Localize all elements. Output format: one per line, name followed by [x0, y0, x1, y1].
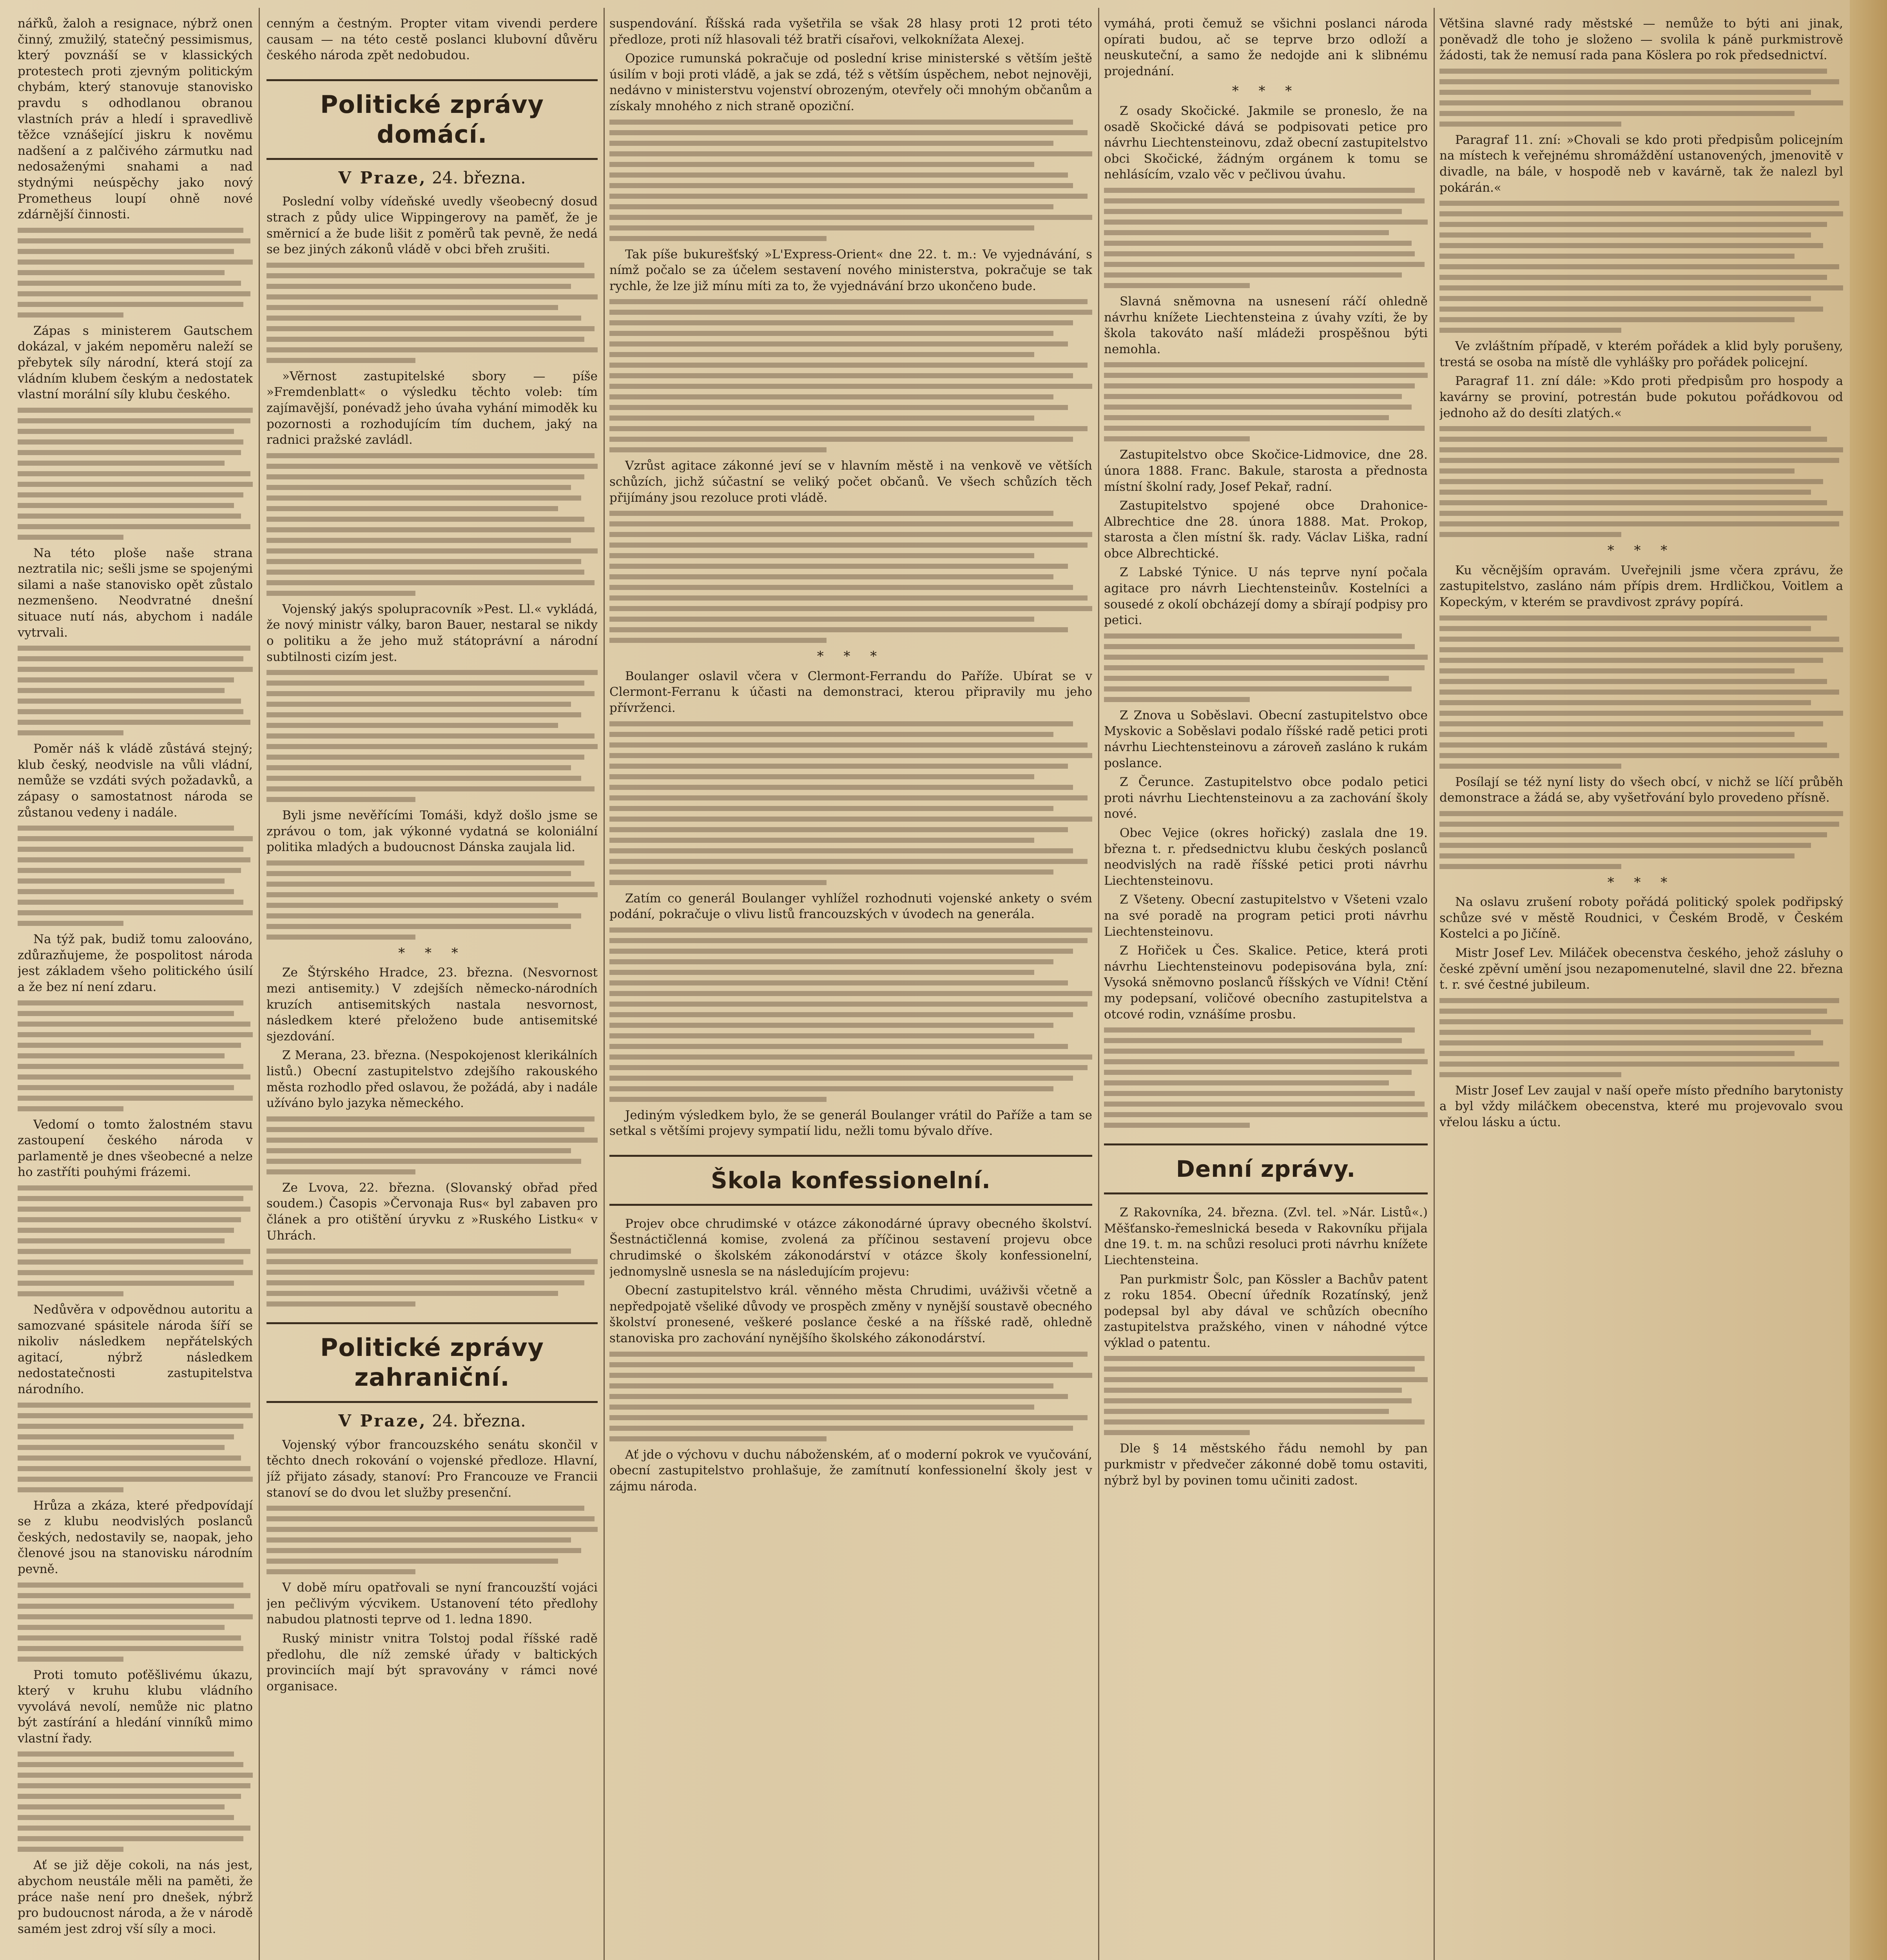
paragraph: Paragraf 11. zní dále: »Kdo proti předpisům pro hospody a kavárny se proviní, potrestán bude pokutou pořádkovou od jednoho až do desíti zlatých.«: [1439, 374, 1843, 420]
text-block: [1104, 362, 1428, 441]
paragraph: Pan purkmistr Šolc, pan Kössler a Bachův patent z roku 1854. Obecní úředník Rozatínský, jenž podepsal byl aby dával ve schůzích obecního zastupitelstva pražského, vinen v náhodné výtce výklad o patentu.: [1104, 1272, 1428, 1350]
separator: * * *: [398, 945, 466, 961]
paragraph: Proti tomuto poťěšlivému úkazu, který v kruhu klubu vládního vyvolává nevolí, nemůže nic platno být zastírání a hledání vinníků mimo vlastní řady.: [18, 1668, 253, 1746]
text-block: [609, 120, 1092, 241]
section-heading-daily: Denní zprávy.: [1104, 1143, 1428, 1194]
text-block: [18, 1583, 253, 1662]
paragraph: Z Všeteny. Obecní zastupitelstvo v Všeteni vzalo na své poradě na program petici proti návrhu Liechtensteinovu.: [1104, 893, 1428, 939]
paragraph: Z Znova u Soběslavi. Obecní zastupitelstvo obce Myskovic a Soběslavi podalo říšské radě petici proti návrhu Liechtensteinovu a zároveň zasláno k rukám poslance.: [1104, 708, 1428, 770]
section-heading-school: Škola konfessionelní.: [609, 1155, 1092, 1206]
paragraph: Byli jsme nevěřícími Tomáši, když došlo jsme se zprávou o tom, jak výkonné vydatná se koloniální politika mladých a budoucnost Dánska zaujala lid.: [266, 808, 598, 855]
paragraph: Ku věcnějším opravám. Uveřejnili jsme včera zprávu, že zastupitelstvo, zasláno nám přípis drem. Hrdličkou, Voitlem a Kopeckým, v kterém se pravdivost zprávy popírá.: [1439, 563, 1843, 609]
text-block: [18, 1000, 253, 1111]
paragraph: Zatím co generál Boulanger vyhlížel rozhodnuti vojenské ankety o svém podání, pokračuje o vlivu listů francouzských v úvodech na generála.: [609, 891, 1092, 922]
paragraph: nářků, žaloh a resignace, nýbrž onen činný, zmužilý, statečný pessimismus, který povznáší se v klassických protestech proti zjevným politickým chybám, který stanovuje stanovisko pravdu s odhodlanou obranou vlastních práv a hledí i spravedlivě těžce vznášející jiskru k nověmu nadšení a z palčivého zármutku nad nedosaženými snahami a nad stydnými neúspěchy jako nový Prometheus loupí ohně nové zdárnější činnosti.: [18, 16, 253, 222]
dateline: V Praze, 24. března.: [338, 1411, 526, 1431]
text-block: [18, 1403, 253, 1492]
paragraph: Ruský ministr vnitra Tolstoj podal říšské radě předlohu, dle níž zemské úřady v baltických provinciích mají být spravovány v rámci nové organisace.: [266, 1631, 598, 1693]
paragraph: Zápas s ministerem Gautschem dokázal, v jakém nepoměru naleží se přebytek síly národní, která stojí za vládním klubem českým a nedostatek vlastní morální síly klubu českého.: [18, 323, 253, 402]
column-rule: [1098, 8, 1099, 1960]
column-4: [1104, 16, 1428, 1960]
text-block: [1104, 188, 1428, 288]
paragraph: Z osady Skočické. Jakmile se proneslo, že na osadě Skočické dává se podpisovati petice pro návrhu Liechtensteinovu, zdaž obecní zastupitelstvo obci Skočické, žádným orgánem k tomu se nehlásícím, vzalo věc v pečlivou úvahu.: [1104, 103, 1428, 182]
text-block: [1104, 1027, 1428, 1128]
page-edge: [1850, 0, 1887, 1960]
separator: * * *: [1607, 543, 1675, 559]
text-block: [609, 511, 1092, 643]
text-block: [18, 646, 253, 735]
paragraph: Z Merana, 23. března. (Nespokojenost klerikálních listů.) Obecní zastupitelstvo zdejšího rakouského města rozhodlo před oslavou, že požádá, aby i nadále užíváno bylo jazyka německého.: [266, 1048, 598, 1111]
paragraph: Projev obce chrudimské v otázce zákonodárné úpravy obecného školství. Šestnáctičlenná komise, zvolená za příčinou sestavení projevu obce chrudimské o školském zákonodárství v otázce školy konfessionelní, jednomyslně usnesla se na následujícím projevu:: [609, 1216, 1092, 1279]
separator: * * *: [1232, 83, 1300, 99]
separator: * * *: [1607, 874, 1675, 890]
text-block: [266, 453, 598, 596]
column-rule: [1434, 8, 1435, 1960]
paragraph: Na této ploše naše strana neztratila nic; sešli jsme se spojenými silami a naše stanovisko opět zůstalo nezmenšeno. Neodvratné dnešní situace nutí nás, abychom i nadále vytrvali.: [18, 546, 253, 640]
paragraph: cenným a čestným. Propter vitam vivendi perdere causam — na této cestě poslanci klubovní důvěru českého národa zpět nedobudou.: [266, 16, 598, 63]
paragraph: Ve zvláštním případě, v kterém pořádek a klid byly porušeny, trestá se osoba na místě dle vyhlášky pro pořádek policejní.: [1439, 339, 1843, 369]
section-heading-domestic: Politické zprávy domácí.: [266, 79, 598, 160]
paragraph: Mistr Josef Lev. Miláček obecenstva českého, jehož zásluhy o české zpěvní umění jsou nezapomenutelné, slavil dne 22. března t. r. své čestné jubileum.: [1439, 946, 1843, 992]
paragraph: V době míru opatřovali se nyní francouzští vojáci jen pečlivým výcvikem. Ustanovení této předlohy nabudou platnosti teprve od 1. ledna 1890.: [266, 1581, 598, 1627]
paragraph: Vojenský výbor francouzského senátu skončil v těchto dnech rokování o vojenské předloze. Hlavní, jíž přijato zásady, stanoví: Pro Francouze ve Francii stanoví se do dvou let služby presenční.: [266, 1437, 598, 1500]
text-block: [266, 1506, 598, 1574]
paragraph: Hrůza a zkáza, které předpovídají se z klubu neodvislých poslanců českých, nedostavily se, naopak, jeho členové jsou na stanovisku národním pevně.: [18, 1498, 253, 1576]
paragraph: Na oslavu zrušení roboty pořádá politický spolek podřipský schůze své v městě Roudnici, v Českém Brodě, v Českém Kostelci a po Jičíně.: [1439, 895, 1843, 941]
paragraph: Obec Vejice (okres hořický) zaslala dne 19. března t. r. předsednictvu klubu českých poslanců neodvislých na radě říšské petici proti návrhu Liechtensteinovu.: [1104, 826, 1428, 888]
text-block: [18, 826, 253, 926]
paragraph: Většina slavné rady městské — nemůže to býti ani jinak, poněvadž dle toho je složeno — svolila k páně purkmistrově žádosti, tak že nemusí rada pana Köslera po rok předsednictví.: [1439, 16, 1843, 63]
paragraph: »Věrnost zastupitelské sbory — píše »Fremdenblatt« o výsledku těchto voleb: tím zajímavější, ponévadž jeho úvaha vyhání mimoděk ku pozornosti a rozhodujícím tím duchem, jaký na radnici pražské zavládl.: [266, 369, 598, 447]
paragraph: Z Čerunce. Zastupitelstvo obce podalo petici proti návrhu Liechtensteinovu a za zachování školy nové.: [1104, 775, 1428, 821]
text-block: [266, 263, 598, 363]
paragraph: Z Labské Týnice. U nás teprve nyní počala agitace pro návrh Liechtensteinův. Kostelníci a sousedé z okolí obcházejí domy a sbírají podpisy pro petici.: [1104, 565, 1428, 628]
paragraph: Nedůvěra v odpovědnou autoritu a samozvané spásitele národa šíří se nikoliv následkem nepřátelských agitací, nýbrž následkem nedostatečnosti zastupitelstva národního.: [18, 1302, 253, 1396]
text-block: [609, 721, 1092, 885]
paragraph: Z Rakovníka, 24. března. (Zvl. tel. »Nár. Listů«.) Měšťansko-řemeslnická beseda v Rakovníku přijala dne 19. t. m. na schůzi resoluci proti návrhu knížete Liechtensteina.: [1104, 1205, 1428, 1267]
paragraph: Zastupitelstvo obce Skočice-Lidmovice, dne 28. února 1888. Franc. Bakule, starosta a přednosta místní školní rady, Josef Pekař, radní.: [1104, 448, 1428, 494]
dateline: V Praze, 24. března.: [338, 168, 526, 187]
paragraph: Tak píše bukurešťský »L'Express-Orient« dne 22. t. m.: Ve vyjednávání, s nímž počalo se za účelem sestavení nového ministerstva, pokračuje se tak rychle, že lze již mínu míti za to, že vyjednávání brzo ukončeno bude.: [609, 247, 1092, 293]
column-1: [18, 16, 253, 1960]
paragraph: Posílají se též nyní listy do všech obcí, v nichž se líčí průběh demonstrace a žádá se, aby vyšetřování bylo provedeno přísně.: [1439, 775, 1843, 805]
text-block: [609, 927, 1092, 1102]
paragraph: Slavná sněmovna na usnesení ráčí ohledně návrhu knížete Liechtensteina z úvahy vzíti, že by škola takováto naší mládeži prospěšnou býti nemohla.: [1104, 294, 1428, 356]
paragraph: Z Hořiček u Čes. Skalice. Petice, která proti návrhu Liechtensteinovu podepisována byla, zní: Vysoká sněmovno poslanců říšských ve Vídni! Ctění my podepsaní, voličové obecního zastupitelstva a otcové rodin, vznášíme prosbu.: [1104, 944, 1428, 1022]
column-5: [1439, 16, 1843, 1960]
paragraph: Ať jde o výchovu v duchu náboženském, ať o moderní pokrok ve vyučování, obecní zastupitelstvo prohlašuje, že zamítnutí konfessionelní školy jest v zájmu národa.: [609, 1447, 1092, 1494]
paragraph: Vzrůst agitace zákonné jeví se v hlavním městě i na venkově ve větších schůzích, jichž súčastní se veliký počet občanů. Ve všech schůzích těch přijímány jsou rezoluce proti vládě.: [609, 459, 1092, 505]
text-block: [18, 1185, 253, 1296]
text-block: [1104, 633, 1428, 702]
paragraph: Zastupitelstvo spojené obce Drahonice-Albrechtice dne 28. února 1888. Mat. Prokop, starosta a člen místní šk. rady. Václav Liška, radní obce Albrechtické.: [1104, 499, 1428, 561]
column-3: [609, 16, 1092, 1960]
text-block: [1104, 1356, 1428, 1435]
paragraph: Ze Lvova, 22. března. (Slovanský obřad před soudem.) Časopis »Červonaja Rus« byl zabaven pro článek a pro otištění úryvku z »Ruského Listku« v Uhrách.: [266, 1180, 598, 1243]
paragraph: Jediným výsledkem bylo, že se generál Boulanger vrátil do Paříže a tam se setkal s většími projevy sympatií lidu, nežli tomu bývalo dříve.: [609, 1108, 1092, 1138]
text-block: [609, 299, 1092, 452]
section-heading-foreign: Politické zprávy zahraniční.: [266, 1322, 598, 1403]
column-2: [266, 16, 598, 1960]
text-block: [266, 670, 598, 802]
paragraph: Mistr Josef Lev zaujal v naší opeře místo předního barytonisty a byl vždy miláčkem obecenstva, které mu projevovalo svou vřelou lásku a úctu.: [1439, 1083, 1843, 1130]
paragraph: Paragraf 11. zní: »Chovali se kdo proti předpisům policejním na místech k veřejnému shromáždění ustanovených, jmenovitě v divadle, na bále, v hospodě neb v kavárně, tak že nalezl byl pokárán.«: [1439, 132, 1843, 195]
text-block: [1439, 426, 1843, 537]
paragraph: Na týž pak, budiž tomu zaloováno, zdůrazňujeme, že pospolitost národa jest základem všeho politického úsilí a že bez ní není zdaru.: [18, 932, 253, 994]
text-block: [266, 1116, 598, 1174]
text-block: [266, 860, 598, 940]
text-block: [1439, 615, 1843, 769]
paragraph: Obecní zastupitelstvo král. věnného města Chrudimi, uváživši včetně a nepředpojatě všeliké důvody ve prospěch změny v nynější soustavě obecného školství pronesené, veškeré poslance české a na říšské radě, ohledně stanoviska pro zachování nynějšího školského zákonodárství.: [609, 1283, 1092, 1346]
paragraph: Opozice rumunská pokračuje od poslední krise ministerské s větším ještě úsilím v boji proti vládě, a jak se zdá, též s větším úspěchem, nebot nejnověji, nedávno v ministerstvu vojenství obrozeným, otevřely oči mnohým občanům a získaly mnohého z nich straně opoziční.: [609, 51, 1092, 113]
paragraph: Ze Štýrského Hradce, 23. března. (Nesvornost mezi antisemity.) V zdejších německo-národních kruzích antisemitských nastala nesvornost, následkem které přeloženo bude antisemitské sjezdování.: [266, 965, 598, 1044]
paragraph: Poměr náš k vládě zůstává stejný; klub český, neodvisle na vůli vládní, nemůže se vzdáti svých požadavků, a zápasy o samostatnost národa se zůstanou vedeny i nadále.: [18, 742, 253, 820]
text-block: [18, 408, 253, 540]
text-block: [18, 1751, 253, 1852]
paragraph: Poslední volby vídeňské uvedly všeobecný dosud strach z půdy ulice Wippingerovy na paměť, že je směrnicí a že bude lišit z poměrů tak pevně, že nedá se bez jiných zákonů vládě v obci břeh zrušiti.: [266, 194, 598, 257]
text-block: [1439, 201, 1843, 333]
separator: * * *: [817, 648, 885, 664]
paragraph: suspendování. Říšská rada vyšetřila se však 28 hlasy proti 12 proti této předloze, proti níž hlasovali též bratři císařovi, velkoknížata Alexej.: [609, 16, 1092, 47]
text-block: [1439, 69, 1843, 127]
text-block: [609, 1352, 1092, 1441]
paragraph: Dle § 14 městského řádu nemohl by pan purkmistr v předvečer zákonné době tomu ostaviti, nýbrž byl by povinen tomu učiniti zadost.: [1104, 1441, 1428, 1488]
text-block: [266, 1249, 598, 1307]
text-block: [1439, 811, 1843, 869]
text-block: [18, 228, 253, 318]
column-rule: [259, 8, 260, 1960]
paragraph: Vojenský jakýs spolupracovník »Pest. Ll.« vykládá, že nový ministr války, baron Bauer, nestaral se nikdy o politiku a že jeho muž státoprávní a národní subtilnosti cizím jest.: [266, 602, 598, 664]
text-block: [1439, 998, 1843, 1077]
paragraph: Vedomí o tomto žalostném stavu zastoupení českého národa v parlamentě je dnes všeobecné a nelze ho zastříti pouhými frázemi.: [18, 1117, 253, 1180]
paragraph: Ať se již děje cokoli, na nás jest, abychom neustále měli na paměti, že práce naše není pro dnešek, nýbrž pro budoucnost národa, a že v národě samém jest zdroj vší síly a moci.: [18, 1858, 253, 1936]
paragraph: Boulanger oslavil včera v Clermont-Ferrandu do Paříže. Ubírat se v Clermont-Ferranu k účasti na demonstraci, kterou připravily mu jeho přívrženci.: [609, 669, 1092, 715]
column-rule: [604, 8, 605, 1960]
paragraph: vymáhá, proti čemuž se všichni poslanci národa opírati budou, ač se teprve brzo odloží a neuskuteční, a samo že nedojde ani k slibnému projednání.: [1104, 16, 1428, 78]
